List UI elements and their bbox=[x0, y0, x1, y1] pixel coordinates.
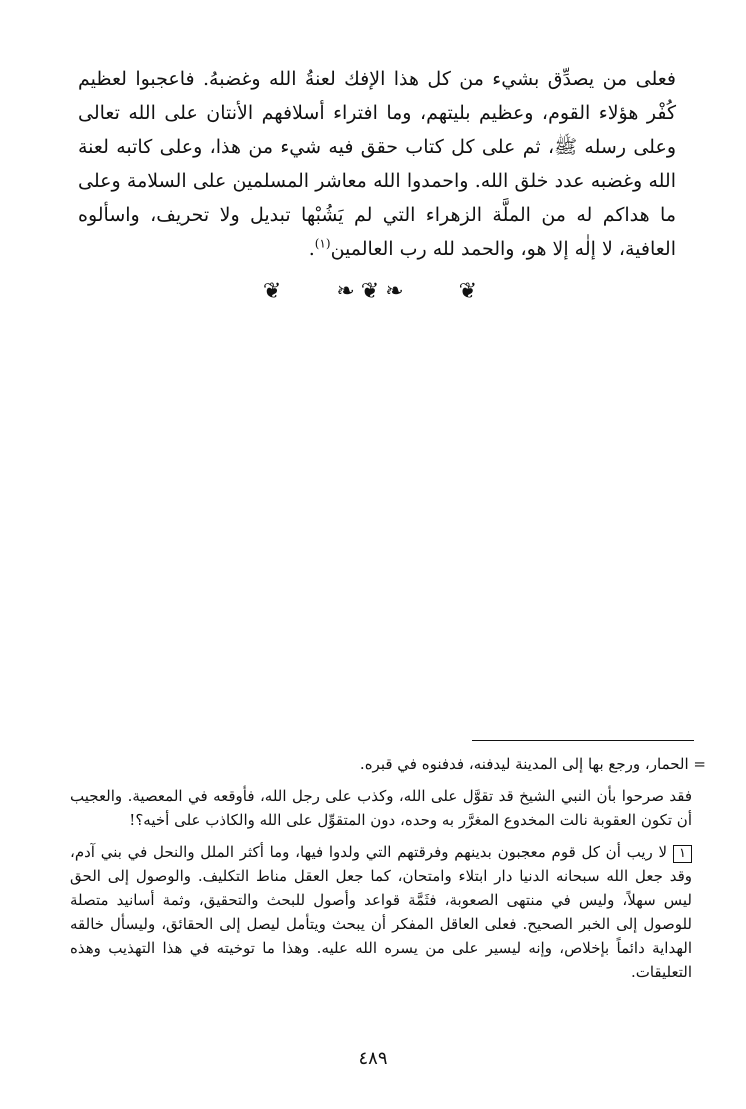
footnote-reference: (١) bbox=[314, 236, 331, 251]
ornament-center: ❧❦❧ bbox=[336, 279, 410, 304]
footnote-divider bbox=[472, 740, 694, 741]
footnote-continuation-paragraph: فقد صرحوا بأن النبي الشيخ قد تقوَّل على الله، وكذب على رجل الله، فأوقعه في المعصية. والعجيب أن تكون العقوبة نالت المخدوع المغرَّر به وحده، دون المتقوِّل على الله والكاذب على أخيه؟! bbox=[70, 787, 692, 829]
page-number: ٤٨٩ bbox=[358, 1048, 388, 1069]
ornament-left: ❦ bbox=[262, 279, 288, 304]
footnote-1-marker: ١ bbox=[673, 845, 692, 863]
footnote-1 bbox=[70, 840, 692, 984]
main-paragraph-ending: . bbox=[308, 238, 315, 260]
main-paragraph-text: فعلى من يصدِّق بشيء من كل هذا الإفك لعنةُ الله وغضبهُ. فاعجبوا لعظيم كُفْر هؤلاء القوم، وعظيم بليتهم، وما افتراء أسلافهم الأنتان على الله تعالى وعلى رسله ﷺ، ثم على كل كتاب حقق فيه شيء من هذا، وعلى كاتبه لعنة الله وغضبه عدد خلق الله. واحمدوا الله معاشر المسلمين على السلامة وعلى ما هداكم له من الملَّة الزهراء التي لم يَشُبْها تبديل ولا تحريف، واسألوه العافية، لا إلٰه إلا هو، والحمد لله رب العالمين bbox=[78, 68, 676, 260]
main-paragraph bbox=[78, 62, 676, 266]
footnotes-block bbox=[70, 752, 706, 992]
ornament-right: ❦ bbox=[458, 279, 484, 304]
section-ornament bbox=[0, 279, 746, 304]
main-text-block bbox=[78, 62, 676, 266]
footnote-1-text: لا ريب أن كل قوم معجبون بدينهم وفرقتهم التي ولدوا فيها، وما أكثر الملل والنحل في بني آدم، وقد جعل الله سبحانه الدنيا دار ابتلاء وامتحان، كما جعل العقل مناط التكليف. والوصول إلى الحق ليس سهلاً، وليس في منتهى الصعوبة، فثَمَّة قواعد وأصول للبحث والتحقيق، وثمة أسانيد متصلة للوصول إلى الخبر الصحيح. فعلى العاقل المفكر أن يبحث ويتأمل ليصل إلى الحقائق، وليسأل خالقه الهداية دائماً بإخلاص، وإنه ليسير على من يسره الله عليه. وهذا ما توخيته في هذا التهذيب وهذه التعليقات. bbox=[70, 843, 692, 981]
footnote-continuation: = الحمار، ورجع بها إلى المدينة ليدفنه، فدفنوه في قبره. bbox=[359, 755, 706, 773]
